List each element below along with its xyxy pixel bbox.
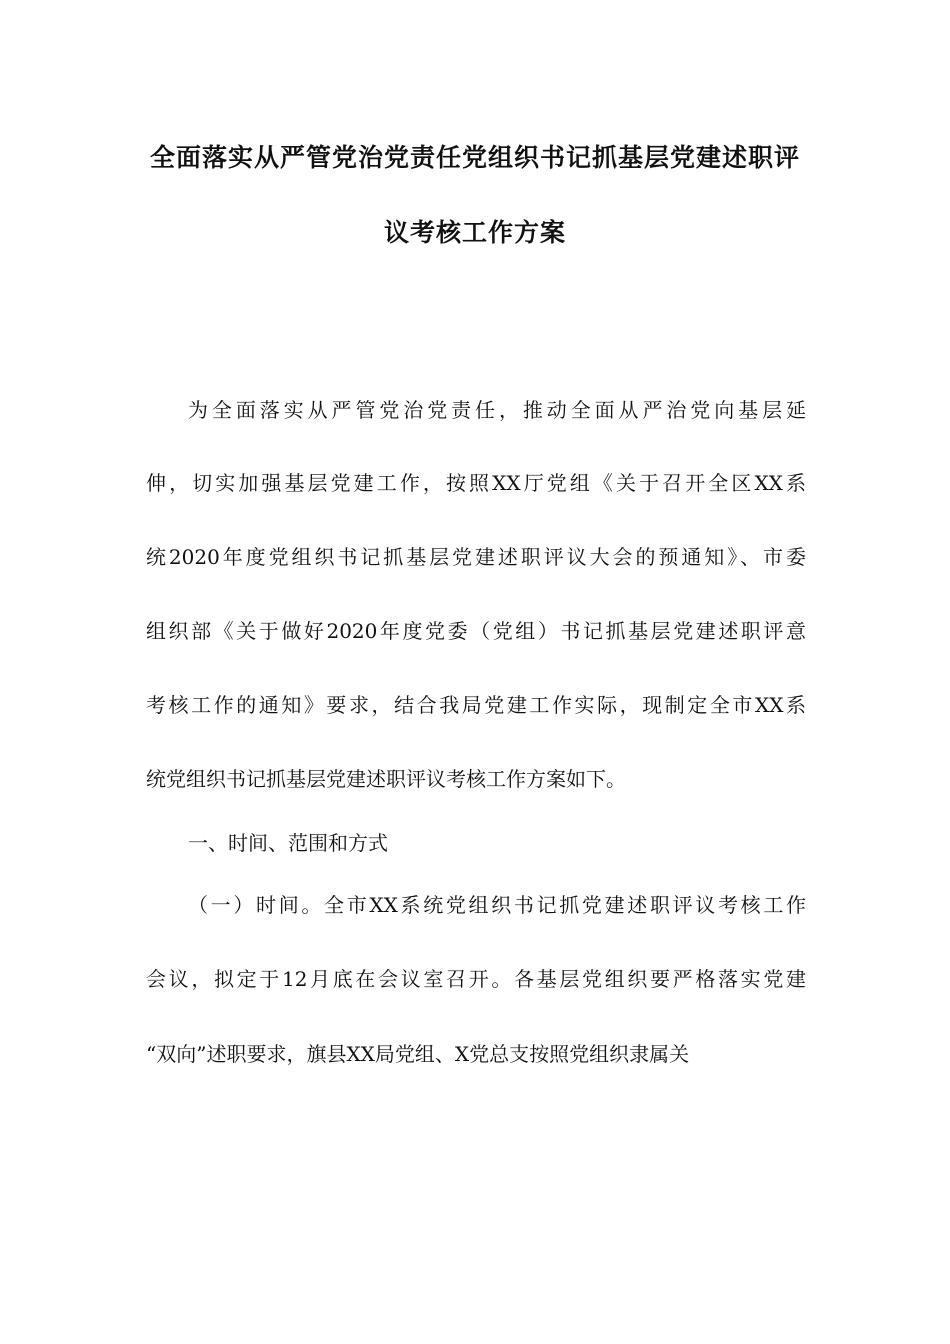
title-line-1: 全面落实从严管党治党责任党组织书记抓基层党建述职评 [149, 143, 800, 172]
paragraph-1-line-5: 考核工作的通知》要求，结合我局党建工作实际，现制定全市XX系 [146, 693, 806, 717]
paragraph-1-line-3: 统2020年度党组织书记抓基层党建述职评议大会的预通知》、市委 [146, 545, 806, 569]
section-heading-1: 一、时间、范围和方式 [188, 831, 388, 855]
paragraph-1-line-1: 为全面落实从严管党治党责任，推动全面从严治党向基层延 [188, 398, 806, 422]
paragraph-2-line-3: “双向”述职要求，旗县XX局党组、X党总支按照党组织隶属关 [146, 1042, 690, 1066]
paragraph-1-line-4: 组织部《关于做好2020年度党委（党组）书记抓基层党建述职评意 [146, 619, 806, 643]
paragraph-1-line-2: 伸，切实加强基层党建工作，按照XX厅党组《关于召开全区XX系 [146, 471, 806, 495]
paragraph-2-line-2: 会议，拟定于12月底在会议室召开。各基层党组织要严格落实党建 [146, 967, 806, 991]
paragraph-1-line-6: 统党组织书记抓基层党建述职评议考核工作方案如下。 [146, 767, 626, 791]
paragraph-2-line-1: （一）时间。全市XX系统党组织书记抓党建述职评议考核工作 [188, 893, 806, 917]
title-line-2: 议考核工作方案 [383, 218, 566, 247]
